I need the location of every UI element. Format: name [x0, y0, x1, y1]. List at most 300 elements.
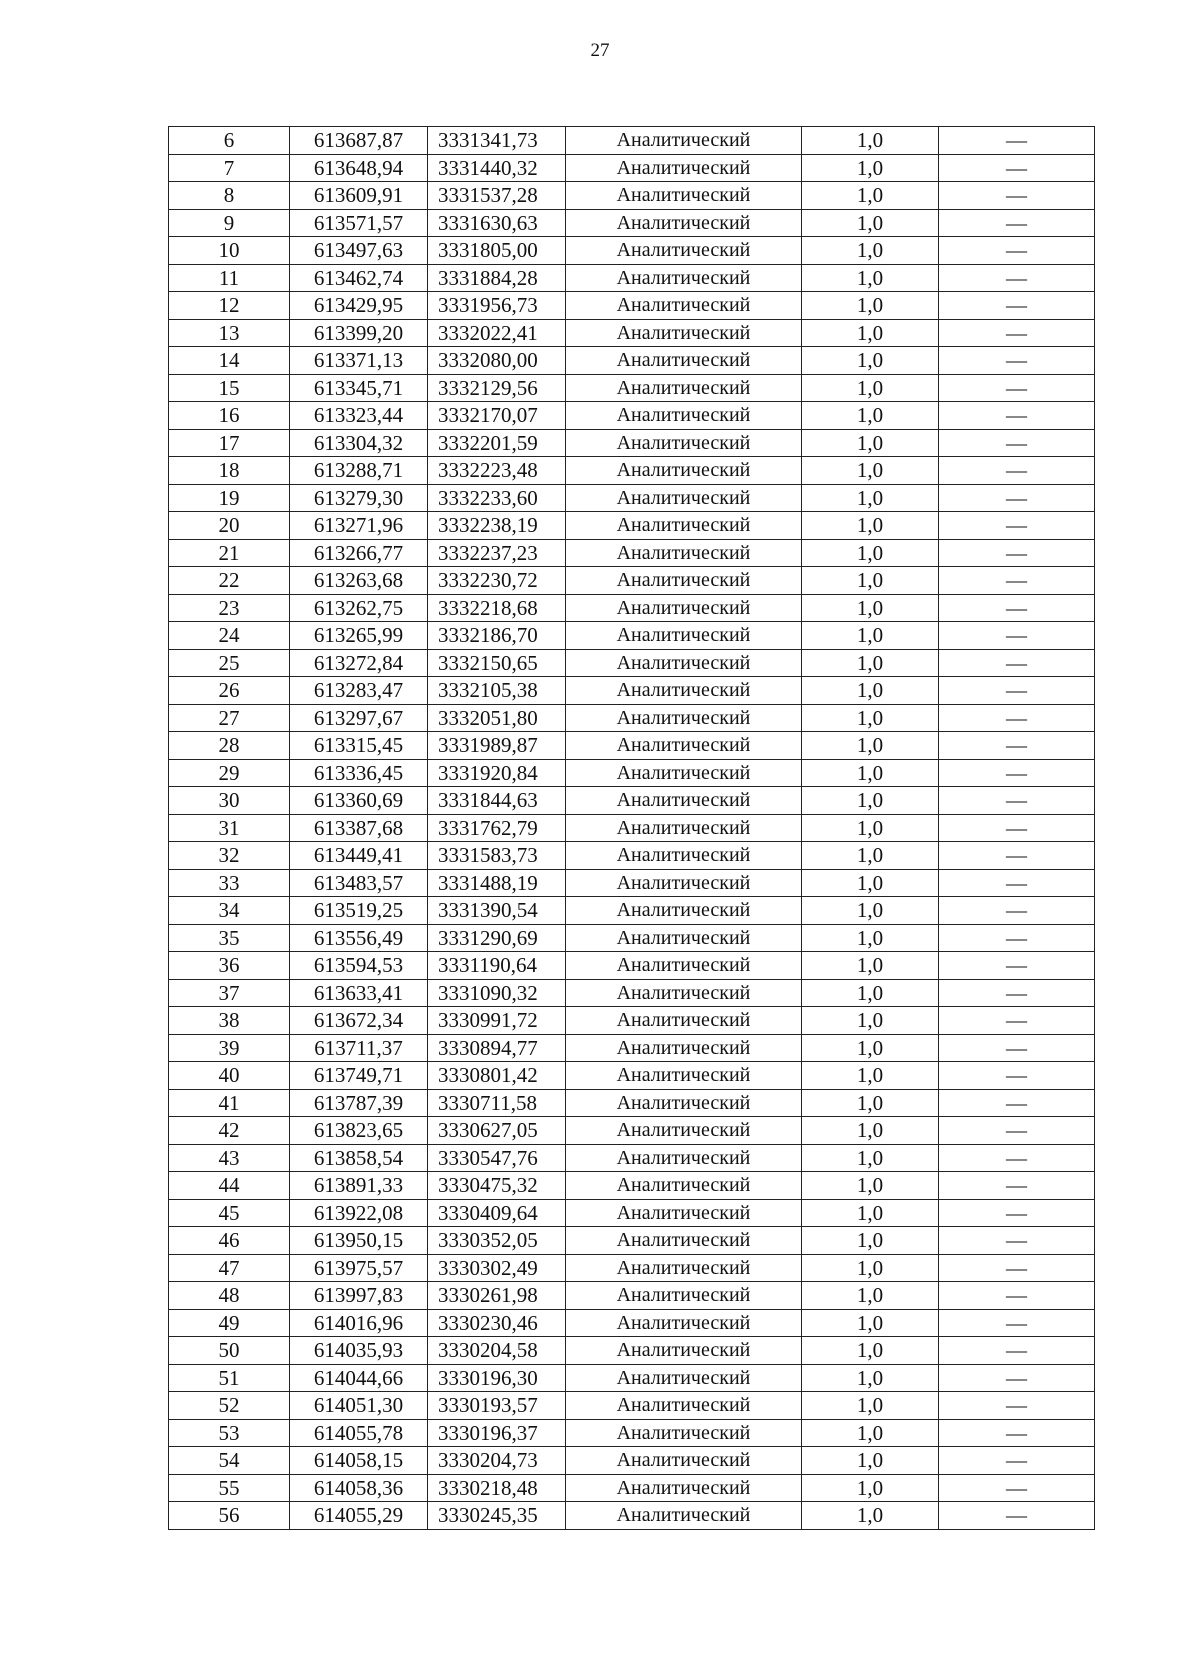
accuracy-cell: 1,0	[802, 1392, 939, 1420]
note-cell: —	[939, 1419, 1095, 1447]
y-coordinate-cell: 3331630,63	[428, 209, 566, 237]
point-number-cell: 21	[169, 539, 290, 567]
y-coordinate-cell: 3331090,32	[428, 979, 566, 1007]
y-coordinate-cell: 3332105,38	[428, 677, 566, 705]
note-cell: —	[939, 1392, 1095, 1420]
method-cell: Аналитический	[566, 1309, 802, 1337]
x-coordinate-cell: 613429,95	[290, 292, 428, 320]
note-cell: —	[939, 319, 1095, 347]
point-number-cell: 9	[169, 209, 290, 237]
table-row	[169, 1117, 1095, 1145]
x-coordinate-cell: 613272,84	[290, 649, 428, 677]
method-cell: Аналитический	[566, 402, 802, 430]
note-cell: —	[939, 897, 1095, 925]
point-number-cell: 37	[169, 979, 290, 1007]
method-cell: Аналитический	[566, 1447, 802, 1475]
note-cell: —	[939, 1172, 1095, 1200]
method-cell: Аналитический	[566, 374, 802, 402]
table-row	[169, 732, 1095, 760]
method-cell: Аналитический	[566, 1282, 802, 1310]
point-number-cell: 30	[169, 787, 290, 815]
table-row	[169, 347, 1095, 375]
x-coordinate-cell: 613304,32	[290, 429, 428, 457]
method-cell: Аналитический	[566, 1227, 802, 1255]
note-cell: —	[939, 979, 1095, 1007]
x-coordinate-cell: 613336,45	[290, 759, 428, 787]
table-row	[169, 209, 1095, 237]
note-cell: —	[939, 704, 1095, 732]
note-cell: —	[939, 1337, 1095, 1365]
note-cell: —	[939, 1007, 1095, 1035]
y-coordinate-cell: 3331290,69	[428, 924, 566, 952]
note-cell: —	[939, 567, 1095, 595]
note-cell: —	[939, 374, 1095, 402]
table-row	[169, 484, 1095, 512]
accuracy-cell: 1,0	[802, 402, 939, 430]
accuracy-cell: 1,0	[802, 1199, 939, 1227]
accuracy-cell: 1,0	[802, 512, 939, 540]
method-cell: Аналитический	[566, 1117, 802, 1145]
x-coordinate-cell: 613556,49	[290, 924, 428, 952]
accuracy-cell: 1,0	[802, 732, 939, 760]
x-coordinate-cell: 614055,29	[290, 1502, 428, 1530]
point-number-cell: 54	[169, 1447, 290, 1475]
note-cell: —	[939, 127, 1095, 155]
y-coordinate-cell: 3330627,05	[428, 1117, 566, 1145]
point-number-cell: 38	[169, 1007, 290, 1035]
table-row	[169, 127, 1095, 155]
table-row	[169, 924, 1095, 952]
accuracy-cell: 1,0	[802, 1034, 939, 1062]
method-cell: Аналитический	[566, 924, 802, 952]
x-coordinate-cell: 613749,71	[290, 1062, 428, 1090]
x-coordinate-cell: 613787,39	[290, 1089, 428, 1117]
accuracy-cell: 1,0	[802, 319, 939, 347]
table-row	[169, 402, 1095, 430]
x-coordinate-cell: 613823,65	[290, 1117, 428, 1145]
note-cell: —	[939, 154, 1095, 182]
table-row	[169, 869, 1095, 897]
method-cell: Аналитический	[566, 732, 802, 760]
accuracy-cell: 1,0	[802, 127, 939, 155]
table-row	[169, 1502, 1095, 1530]
coordinates-table	[168, 126, 1095, 1530]
method-cell: Аналитический	[566, 1172, 802, 1200]
table-row	[169, 649, 1095, 677]
y-coordinate-cell: 3332218,68	[428, 594, 566, 622]
method-cell: Аналитический	[566, 1144, 802, 1172]
method-cell: Аналитический	[566, 237, 802, 265]
y-coordinate-cell: 3331884,28	[428, 264, 566, 292]
x-coordinate-cell: 613950,15	[290, 1227, 428, 1255]
x-coordinate-cell: 613975,57	[290, 1254, 428, 1282]
method-cell: Аналитический	[566, 182, 802, 210]
point-number-cell: 39	[169, 1034, 290, 1062]
method-cell: Аналитический	[566, 622, 802, 650]
x-coordinate-cell: 613633,41	[290, 979, 428, 1007]
y-coordinate-cell: 3331920,84	[428, 759, 566, 787]
point-number-cell: 51	[169, 1364, 290, 1392]
point-number-cell: 45	[169, 1199, 290, 1227]
point-number-cell: 20	[169, 512, 290, 540]
note-cell: —	[939, 594, 1095, 622]
note-cell: —	[939, 1447, 1095, 1475]
point-number-cell: 43	[169, 1144, 290, 1172]
note-cell: —	[939, 622, 1095, 650]
y-coordinate-cell: 3330352,05	[428, 1227, 566, 1255]
point-number-cell: 25	[169, 649, 290, 677]
note-cell: —	[939, 952, 1095, 980]
method-cell: Аналитический	[566, 1364, 802, 1392]
point-number-cell: 19	[169, 484, 290, 512]
point-number-cell: 35	[169, 924, 290, 952]
x-coordinate-cell: 613387,68	[290, 814, 428, 842]
note-cell: —	[939, 924, 1095, 952]
method-cell: Аналитический	[566, 539, 802, 567]
table-row	[169, 374, 1095, 402]
note-cell: —	[939, 1254, 1095, 1282]
x-coordinate-cell: 613594,53	[290, 952, 428, 980]
x-coordinate-cell: 613315,45	[290, 732, 428, 760]
y-coordinate-cell: 3332223,48	[428, 457, 566, 485]
method-cell: Аналитический	[566, 429, 802, 457]
note-cell: —	[939, 1227, 1095, 1255]
x-coordinate-cell: 613858,54	[290, 1144, 428, 1172]
method-cell: Аналитический	[566, 704, 802, 732]
accuracy-cell: 1,0	[802, 1144, 939, 1172]
table-row	[169, 237, 1095, 265]
point-number-cell: 12	[169, 292, 290, 320]
point-number-cell: 27	[169, 704, 290, 732]
y-coordinate-cell: 3331190,64	[428, 952, 566, 980]
y-coordinate-cell: 3330204,73	[428, 1447, 566, 1475]
y-coordinate-cell: 3331762,79	[428, 814, 566, 842]
x-coordinate-cell: 613262,75	[290, 594, 428, 622]
note-cell: —	[939, 787, 1095, 815]
point-number-cell: 50	[169, 1337, 290, 1365]
table-row	[169, 154, 1095, 182]
accuracy-cell: 1,0	[802, 347, 939, 375]
accuracy-cell: 1,0	[802, 1227, 939, 1255]
table-row	[169, 567, 1095, 595]
accuracy-cell: 1,0	[802, 787, 939, 815]
x-coordinate-cell: 613891,33	[290, 1172, 428, 1200]
point-number-cell: 16	[169, 402, 290, 430]
point-number-cell: 18	[169, 457, 290, 485]
note-cell: —	[939, 1062, 1095, 1090]
x-coordinate-cell: 614055,78	[290, 1419, 428, 1447]
table-row	[169, 319, 1095, 347]
accuracy-cell: 1,0	[802, 979, 939, 1007]
method-cell: Аналитический	[566, 1502, 802, 1530]
note-cell: —	[939, 869, 1095, 897]
accuracy-cell: 1,0	[802, 594, 939, 622]
table-row	[169, 759, 1095, 787]
accuracy-cell: 1,0	[802, 457, 939, 485]
y-coordinate-cell: 3330547,76	[428, 1144, 566, 1172]
y-coordinate-cell: 3330230,46	[428, 1309, 566, 1337]
x-coordinate-cell: 613283,47	[290, 677, 428, 705]
y-coordinate-cell: 3332233,60	[428, 484, 566, 512]
y-coordinate-cell: 3331341,73	[428, 127, 566, 155]
y-coordinate-cell: 3332150,65	[428, 649, 566, 677]
x-coordinate-cell: 613271,96	[290, 512, 428, 540]
x-coordinate-cell: 613360,69	[290, 787, 428, 815]
point-number-cell: 13	[169, 319, 290, 347]
accuracy-cell: 1,0	[802, 1502, 939, 1530]
note-cell: —	[939, 1309, 1095, 1337]
y-coordinate-cell: 3330302,49	[428, 1254, 566, 1282]
method-cell: Аналитический	[566, 1089, 802, 1117]
method-cell: Аналитический	[566, 512, 802, 540]
accuracy-cell: 1,0	[802, 1062, 939, 1090]
y-coordinate-cell: 3332238,19	[428, 512, 566, 540]
point-number-cell: 24	[169, 622, 290, 650]
point-number-cell: 28	[169, 732, 290, 760]
x-coordinate-cell: 614035,93	[290, 1337, 428, 1365]
method-cell: Аналитический	[566, 1034, 802, 1062]
point-number-cell: 31	[169, 814, 290, 842]
point-number-cell: 6	[169, 127, 290, 155]
point-number-cell: 15	[169, 374, 290, 402]
accuracy-cell: 1,0	[802, 1419, 939, 1447]
x-coordinate-cell: 614051,30	[290, 1392, 428, 1420]
note-cell: —	[939, 677, 1095, 705]
point-number-cell: 42	[169, 1117, 290, 1145]
method-cell: Аналитический	[566, 897, 802, 925]
note-cell: —	[939, 1117, 1095, 1145]
accuracy-cell: 1,0	[802, 842, 939, 870]
note-cell: —	[939, 402, 1095, 430]
table-row	[169, 842, 1095, 870]
note-cell: —	[939, 182, 1095, 210]
accuracy-cell: 1,0	[802, 209, 939, 237]
method-cell: Аналитический	[566, 154, 802, 182]
table-row	[169, 1447, 1095, 1475]
y-coordinate-cell: 3332022,41	[428, 319, 566, 347]
table-row	[169, 1034, 1095, 1062]
y-coordinate-cell: 3332170,07	[428, 402, 566, 430]
table-row	[169, 1144, 1095, 1172]
note-cell: —	[939, 539, 1095, 567]
method-cell: Аналитический	[566, 292, 802, 320]
y-coordinate-cell: 3332186,70	[428, 622, 566, 650]
accuracy-cell: 1,0	[802, 677, 939, 705]
point-number-cell: 32	[169, 842, 290, 870]
point-number-cell: 8	[169, 182, 290, 210]
table-row	[169, 512, 1095, 540]
table-row	[169, 594, 1095, 622]
x-coordinate-cell: 613263,68	[290, 567, 428, 595]
note-cell: —	[939, 842, 1095, 870]
point-number-cell: 49	[169, 1309, 290, 1337]
note-cell: —	[939, 1282, 1095, 1310]
note-cell: —	[939, 264, 1095, 292]
note-cell: —	[939, 1502, 1095, 1530]
note-cell: —	[939, 429, 1095, 457]
y-coordinate-cell: 3330409,64	[428, 1199, 566, 1227]
y-coordinate-cell: 3330894,77	[428, 1034, 566, 1062]
note-cell: —	[939, 292, 1095, 320]
method-cell: Аналитический	[566, 1007, 802, 1035]
x-coordinate-cell: 613483,57	[290, 869, 428, 897]
method-cell: Аналитический	[566, 484, 802, 512]
point-number-cell: 48	[169, 1282, 290, 1310]
note-cell: —	[939, 457, 1095, 485]
note-cell: —	[939, 732, 1095, 760]
accuracy-cell: 1,0	[802, 897, 939, 925]
y-coordinate-cell: 3330261,98	[428, 1282, 566, 1310]
point-number-cell: 52	[169, 1392, 290, 1420]
note-cell: —	[939, 512, 1095, 540]
note-cell: —	[939, 1474, 1095, 1502]
note-cell: —	[939, 1089, 1095, 1117]
method-cell: Аналитический	[566, 457, 802, 485]
point-number-cell: 41	[169, 1089, 290, 1117]
method-cell: Аналитический	[566, 1337, 802, 1365]
accuracy-cell: 1,0	[802, 1254, 939, 1282]
table-row	[169, 622, 1095, 650]
table-row	[169, 952, 1095, 980]
point-number-cell: 36	[169, 952, 290, 980]
accuracy-cell: 1,0	[802, 292, 939, 320]
method-cell: Аналитический	[566, 979, 802, 1007]
x-coordinate-cell: 613288,71	[290, 457, 428, 485]
method-cell: Аналитический	[566, 869, 802, 897]
x-coordinate-cell: 613687,87	[290, 127, 428, 155]
point-number-cell: 55	[169, 1474, 290, 1502]
accuracy-cell: 1,0	[802, 1282, 939, 1310]
method-cell: Аналитический	[566, 952, 802, 980]
y-coordinate-cell: 3331805,00	[428, 237, 566, 265]
note-cell: —	[939, 209, 1095, 237]
y-coordinate-cell: 3330801,42	[428, 1062, 566, 1090]
table-row	[169, 429, 1095, 457]
y-coordinate-cell: 3331390,54	[428, 897, 566, 925]
x-coordinate-cell: 613323,44	[290, 402, 428, 430]
table-row	[169, 1282, 1095, 1310]
note-cell: —	[939, 649, 1095, 677]
accuracy-cell: 1,0	[802, 759, 939, 787]
method-cell: Аналитический	[566, 677, 802, 705]
table-row	[169, 539, 1095, 567]
table-row	[169, 1474, 1095, 1502]
method-cell: Аналитический	[566, 567, 802, 595]
x-coordinate-cell: 613462,74	[290, 264, 428, 292]
x-coordinate-cell: 613672,34	[290, 1007, 428, 1035]
point-number-cell: 53	[169, 1419, 290, 1447]
accuracy-cell: 1,0	[802, 1447, 939, 1475]
y-coordinate-cell: 3332080,00	[428, 347, 566, 375]
method-cell: Аналитический	[566, 842, 802, 870]
y-coordinate-cell: 3332230,72	[428, 567, 566, 595]
accuracy-cell: 1,0	[802, 1337, 939, 1365]
x-coordinate-cell: 613371,13	[290, 347, 428, 375]
method-cell: Аналитический	[566, 264, 802, 292]
y-coordinate-cell: 3330196,37	[428, 1419, 566, 1447]
accuracy-cell: 1,0	[802, 622, 939, 650]
x-coordinate-cell: 613345,71	[290, 374, 428, 402]
x-coordinate-cell: 613449,41	[290, 842, 428, 870]
y-coordinate-cell: 3331537,28	[428, 182, 566, 210]
table-row	[169, 787, 1095, 815]
point-number-cell: 40	[169, 1062, 290, 1090]
point-number-cell: 11	[169, 264, 290, 292]
y-coordinate-cell: 3332201,59	[428, 429, 566, 457]
point-number-cell: 47	[169, 1254, 290, 1282]
table-row	[169, 814, 1095, 842]
table-row	[169, 1337, 1095, 1365]
method-cell: Аналитический	[566, 1062, 802, 1090]
accuracy-cell: 1,0	[802, 869, 939, 897]
accuracy-cell: 1,0	[802, 704, 939, 732]
accuracy-cell: 1,0	[802, 952, 939, 980]
table-row	[169, 704, 1095, 732]
method-cell: Аналитический	[566, 1474, 802, 1502]
accuracy-cell: 1,0	[802, 1309, 939, 1337]
note-cell: —	[939, 759, 1095, 787]
accuracy-cell: 1,0	[802, 1007, 939, 1035]
table-row	[169, 677, 1095, 705]
method-cell: Аналитический	[566, 209, 802, 237]
point-number-cell: 34	[169, 897, 290, 925]
note-cell: —	[939, 484, 1095, 512]
accuracy-cell: 1,0	[802, 264, 939, 292]
method-cell: Аналитический	[566, 814, 802, 842]
y-coordinate-cell: 3330245,35	[428, 1502, 566, 1530]
x-coordinate-cell: 613997,83	[290, 1282, 428, 1310]
table-row	[169, 1199, 1095, 1227]
note-cell: —	[939, 1144, 1095, 1172]
accuracy-cell: 1,0	[802, 814, 939, 842]
table-row	[169, 1364, 1095, 1392]
y-coordinate-cell: 3331583,73	[428, 842, 566, 870]
table-row	[169, 292, 1095, 320]
accuracy-cell: 1,0	[802, 539, 939, 567]
note-cell: —	[939, 1034, 1095, 1062]
point-number-cell: 23	[169, 594, 290, 622]
accuracy-cell: 1,0	[802, 649, 939, 677]
y-coordinate-cell: 3331440,32	[428, 154, 566, 182]
note-cell: —	[939, 1364, 1095, 1392]
point-number-cell: 14	[169, 347, 290, 375]
y-coordinate-cell: 3331844,63	[428, 787, 566, 815]
point-number-cell: 29	[169, 759, 290, 787]
y-coordinate-cell: 3332051,80	[428, 704, 566, 732]
accuracy-cell: 1,0	[802, 924, 939, 952]
coordinates-table-body	[169, 127, 1095, 1530]
note-cell: —	[939, 814, 1095, 842]
point-number-cell: 44	[169, 1172, 290, 1200]
method-cell: Аналитический	[566, 594, 802, 622]
x-coordinate-cell: 613279,30	[290, 484, 428, 512]
method-cell: Аналитический	[566, 347, 802, 375]
accuracy-cell: 1,0	[802, 154, 939, 182]
method-cell: Аналитический	[566, 127, 802, 155]
table-row	[169, 457, 1095, 485]
method-cell: Аналитический	[566, 1199, 802, 1227]
y-coordinate-cell: 3332237,23	[428, 539, 566, 567]
table-row	[169, 1089, 1095, 1117]
table-row	[169, 1062, 1095, 1090]
method-cell: Аналитический	[566, 787, 802, 815]
point-number-cell: 56	[169, 1502, 290, 1530]
point-number-cell: 22	[169, 567, 290, 595]
y-coordinate-cell: 3332129,56	[428, 374, 566, 402]
x-coordinate-cell: 613519,25	[290, 897, 428, 925]
table-row	[169, 1309, 1095, 1337]
y-coordinate-cell: 3331488,19	[428, 869, 566, 897]
